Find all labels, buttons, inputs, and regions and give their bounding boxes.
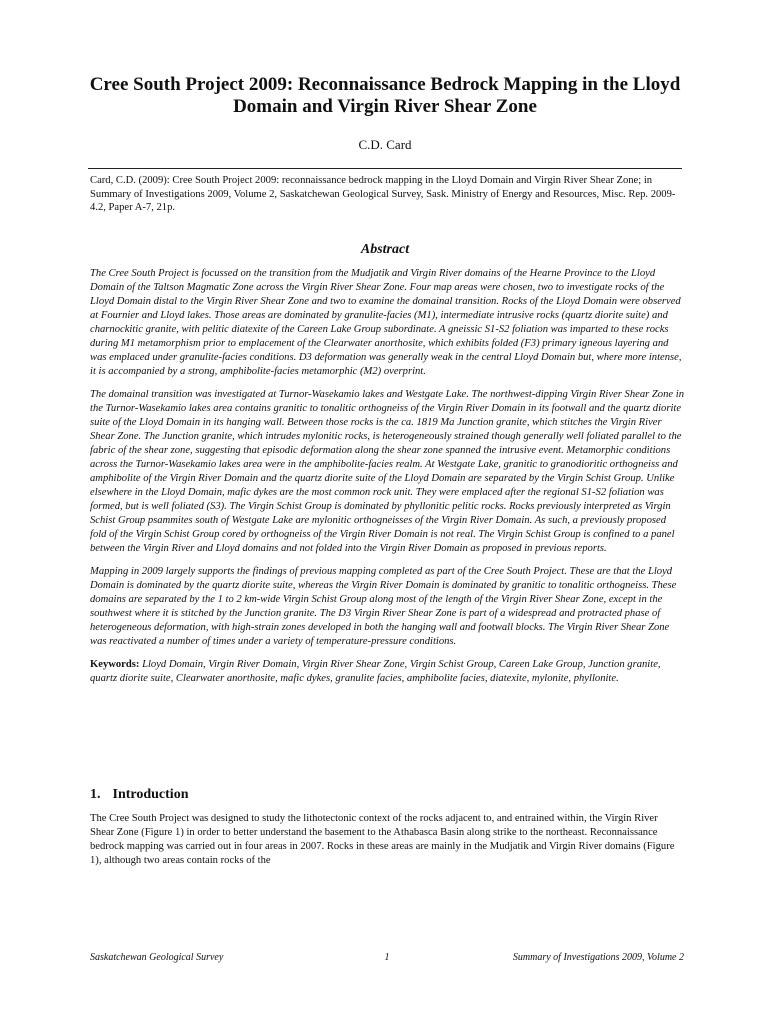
abstract-paragraph-1: The Cree South Project is focussed on the transition from the Mudjatik and Virgin River domains of the Hearne Province to the Lloyd Domain of the Taltson Magmatic Zone across the Virgin River Shear Zone. Four map areas were chosen, two to investigate rocks of the Lloyd Domain distal to the Virgin River Shear Zone and two to examine the domainal transition. Rocks of the Lloyd Domain were observed at Fournier and Lloyd lakes. Those areas are dominated by granulite-facies (M1), intermediate intrusive rocks (quartz diorite suite) and charnockitic granite, with pelitic diatexite of the Careen Lake Group subordinate. A gneissic S1-S2 foliation was imparted to these rocks during M1 metamorphism prior to emplacement of the Clearwater anorthosite, which exhibits folded (F3) primary igneous layering and was emplaced under granulite-facies conditions. D3 deformation was generally weak in the central Lloyd Domain but, where more intense, it is accompanied by a strong, amphibolite-facies metamorphic (M2) overprint. [90, 268, 682, 377]
abstract-heading: Abstract [360, 242, 410, 257]
section-heading [90, 787, 200, 803]
introduction-paragraph: The Cree South Project was designed to study the lithotectonic context of the rocks adjacent to, and entrained within, the Virgin River Shear Zone (Figure 1) in order to better understand the basement to the Athabasca Basin along strike to the northeast. Reconnaissance bedrock mapping was carried out in four areas in 2007. Rocks in these areas are mainly in the Mudjatik and Virgin River domains (Figure 1), although two areas contain rocks of the [90, 813, 675, 866]
citation: Card, C.D. (2009): Cree South Project 2009: reconnaissance bedrock mapping in the Lloyd Domain and Virgin River Shear Zone; in Summary of Investigations 2009, Volume 2, Saskatchewan Geological Survey, Sask. Ministry of Energy and Resources, Misc. Rep. 2009-4.2, Paper A-7, 21p. [90, 175, 676, 214]
title-divider [88, 168, 682, 169]
section-number: 1. [90, 787, 101, 802]
keywords-label: Keywords: [90, 659, 140, 670]
abstract-body [90, 267, 684, 695]
page-footer [90, 952, 684, 966]
paper-title: Cree South Project 2009: Reconnaissance Bedrock Mapping in the Lloyd Domain and Virgin River Shear Zone [89, 74, 681, 117]
keywords [90, 658, 684, 686]
page-number: 1 [384, 952, 390, 963]
keywords-list: Lloyd Domain, Virgin River Domain, Virgin River Shear Zone, Virgin Schist Group, Careen Lake Group, Junction granite, quartz diorite suite, Clearwater anorthosite, mafic dykes, granulite facies, amphibolite facies, diatexite, mylonite, phyllonite. [90, 659, 661, 684]
section-title: Introduction [112, 787, 189, 802]
author: C.D. Card [358, 137, 412, 152]
abstract-paragraph-2: The domainal transition was investigated at Turnor-Wasekamio lakes and Westgate Lake. The northwest-dipping Virgin River Shear Zone in the Turnor-Wasekamio lakes area contains granitic to tonalitic orthogneiss of the Virgin River Domain in its footwall and the quartz diorite suite of the Lloyd Domain in its hanging wall. Between those rocks is the ca. 1819 Ma Junction granite, which stitches the Virgin River Shear Zone. The Junction granite, which intrudes mylonitic rocks, is heterogeneously strained though generally well foliated parallel to the fabric of the shear zone, suggesting that episodic deformation along the shear zone spanned the intrusive event. Metamorphic conditions across the Turnor-Wasekamio lakes area were in the amphibolite-facies realm. At Westgate Lake, granitic to granodioritic orthogneiss and amphibolite of the Virgin River Domain and the quartz diorite suite of the Lloyd Domain are separated by the Virgin Schist Group. Unlike elsewhere in the Lloyd Domain, mafic dykes are the most common rock unit. They were emplaced after the regional S1-S2 foliation was formed, but is well foliated (S3). The Virgin Schist Group is dominated by phyllonitic pelitic rocks. Rocks previously interpreted as Virgin Schist Group psammites south of Westgate Lake are mylonitic orthogneisses of the Virgin River Domain. As such, a previously proposed fold of the Virgin Schist Group cored by orthogneiss of the Virgin River Domain is not real. The Virgin Schist Group is confined to a panel between the Virgin River and Lloyd domains and not folded into the Virgin River Domain as proposed in previous reports. [90, 389, 684, 554]
footer-series: Summary of Investigations 2009, Volume 2 [512, 952, 684, 963]
abstract-paragraph-3: Mapping in 2009 largely supports the findings of previous mapping completed as part of the Cree South Project. These are that the Lloyd Domain is dominated by the quartz diorite suite, whereas the Virgin River Domain is dominated by granitic to tonalitic orthogneiss. These domains are separated by the 1 to 2 km-wide Virgin Schist Group along most of the length of the Virgin River Shear Zone, except in the southwest where it is stitched by the Junction granite. The D3 Virgin River Shear Zone is part of a widespread and protracted phase of heterogeneous deformation, with high-strain zones developed in both the hanging wall and footwall blocks. The Virgin River Shear Zone was reactivated a number of times under a variety of temperature-pressure conditions. [90, 566, 677, 647]
footer-publisher: Saskatchewan Geological Survey [90, 952, 224, 963]
